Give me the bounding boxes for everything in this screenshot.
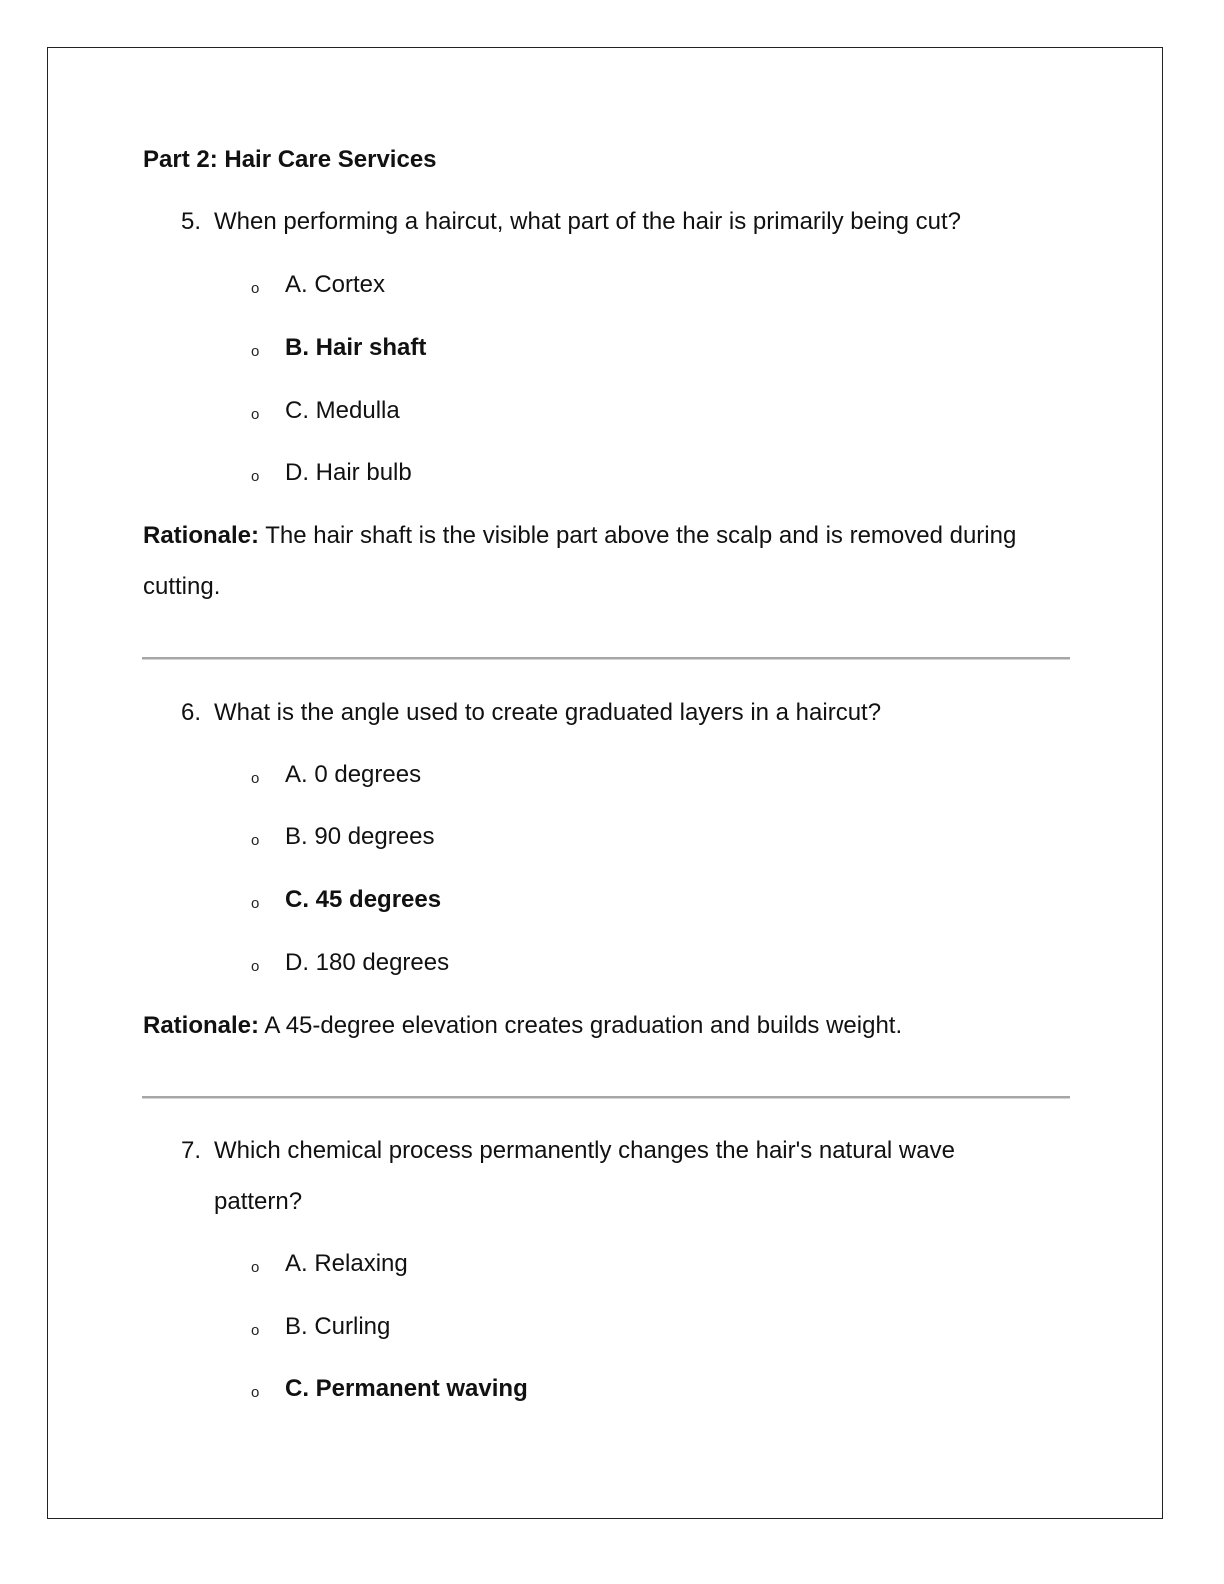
rationale-text: The hair shaft is the visible part above the scalp and is removed during — [259, 522, 1017, 549]
option-bullet: o — [251, 832, 260, 849]
question-6-option-b: B. 90 degrees — [285, 823, 435, 850]
option-bullet: o — [251, 958, 260, 975]
question-5-option-d: D. Hair bulb — [285, 459, 412, 486]
question-5-number: 5. — [180, 208, 201, 235]
question-6-text: What is the angle used to create graduated layers in a haircut? — [214, 699, 882, 726]
divider — [142, 657, 1070, 660]
question-6-number: 6. — [180, 699, 201, 726]
option-bullet: o — [251, 895, 260, 912]
question-7-text: Which chemical process permanently changes the hair's natural wave — [214, 1137, 955, 1164]
question-6-option-a: A. 0 degrees — [285, 761, 422, 788]
question-7-option-b: B. Curling — [285, 1313, 391, 1340]
question-7-number: 7. — [180, 1137, 201, 1164]
question-5-option-c: C. Medulla — [285, 397, 400, 424]
section-title: Part 2: Hair Care Services — [143, 146, 437, 173]
option-bullet: o — [251, 468, 260, 485]
question-5-option-a: A. Cortex — [285, 271, 386, 298]
divider — [142, 1096, 1070, 1099]
rationale-text: A 45-degree elevation creates graduation and builds weight. — [259, 1012, 903, 1039]
question-5-text: When performing a haircut, what part of the hair is primarily being cut? — [214, 208, 962, 235]
question-6-rationale — [143, 1011, 902, 1041]
question-7-option-a: A. Relaxing — [285, 1250, 408, 1277]
page-border — [47, 47, 1163, 1519]
option-bullet: o — [251, 770, 260, 787]
question-7-text-cont: pattern? — [214, 1188, 303, 1215]
option-bullet: o — [251, 1259, 260, 1276]
question-6-option-c-correct: C. 45 degrees — [285, 886, 442, 913]
option-bullet: o — [251, 1322, 260, 1339]
rationale-label: Rationale: — [143, 1012, 260, 1039]
question-5-rationale — [143, 521, 1016, 551]
option-bullet: o — [251, 406, 260, 423]
question-5-option-b-correct: B. Hair shaft — [285, 334, 427, 361]
question-5-rationale-cont: cutting. — [143, 573, 221, 600]
rationale-label: Rationale: — [143, 522, 260, 549]
option-bullet: o — [251, 280, 260, 297]
option-bullet: o — [251, 1384, 260, 1401]
option-bullet: o — [251, 343, 260, 360]
question-6-option-d: D. 180 degrees — [285, 949, 450, 976]
question-7-option-c-correct: C. Permanent waving — [285, 1375, 528, 1402]
